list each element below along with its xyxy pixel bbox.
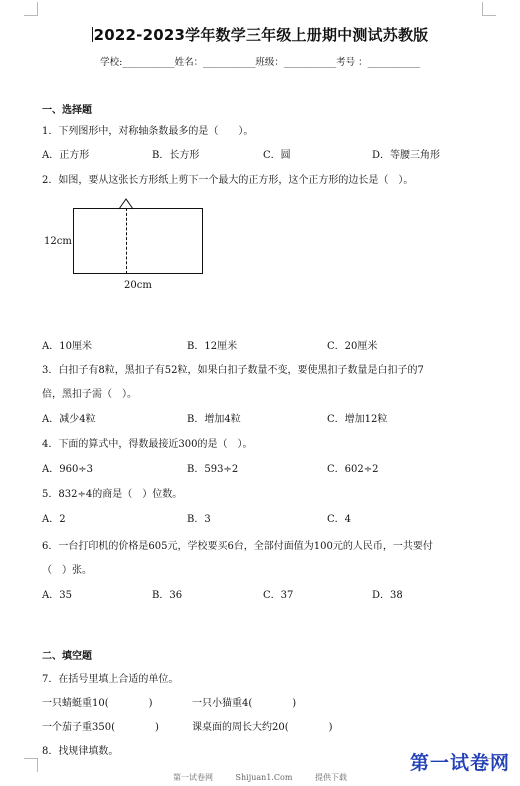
question-1-stem: 1．下列图形中，对称轴条数最多的是（ ）。 [42,126,254,137]
option-c: C．增加12粒 [327,414,388,425]
blank-item: 课桌面的周长大约20( ) [192,722,333,733]
option-c: C．602÷2 [327,464,379,475]
rectangle-paper [73,208,203,274]
option-a: A．正方形 [42,150,90,161]
question-3-stem-line2: 倍，黑扣子需（ ）。 [42,389,137,400]
document-title: 2022-2023学年数学三年级上册期中测试苏教版 [93,26,429,44]
question-7-stem: 7．在括号里填上合适的单位。 [42,674,179,685]
question-6-stem-line2: （ ）张。 [42,565,92,576]
arrow-up-icon [118,198,134,210]
option-b: B．长方形 [152,150,200,161]
option-c: C．圆 [263,150,291,161]
option-d: D．等腰三角形 [372,150,441,161]
document-title-row [0,24,520,45]
figure-width-label: 20cm [124,280,152,291]
option-a: A．2 [42,514,66,525]
footer-download-note: 提供下载 [315,773,347,782]
question-6-stem-line1: 6．一台打印机的价格是605元，学校要买6台，全部付面值为100元的人民币，一共要付 [42,541,433,552]
option-c: C．4 [327,514,352,525]
rectangle-figure [42,196,212,296]
option-b: B．3 [187,514,211,525]
section-heading-fill-in: 二、填空题 [42,651,92,662]
student-info-line: 学校:___________姓名：___________班级：___________考号 ：___________ [100,57,420,68]
footer-site-url: Shijuan1.Com [235,773,293,782]
option-b: B．12厘米 [187,341,238,352]
crop-mark-top-left [24,2,38,16]
question-8-stem: 8．找规律填数。 [42,746,119,757]
site-watermark-logo: 第一试卷网 [409,752,510,774]
option-a: A．10厘米 [42,341,92,352]
option-a: A．35 [42,590,72,601]
crop-mark-bottom-left [24,758,38,772]
option-c: C．20厘米 [327,341,378,352]
text-cursor [92,27,93,42]
option-b: B．593÷2 [187,464,239,475]
option-b: B．36 [152,590,183,601]
option-c: C．37 [263,590,294,601]
option-a: A．减少4粒 [42,414,96,425]
section-heading-choice: 一、选择题 [42,105,92,116]
blank-item: 一个茄子重350( ) [42,722,159,733]
option-d: D．38 [372,590,403,601]
dashed-cut-line [126,208,127,274]
option-a: A．960÷3 [42,464,94,475]
question-4-stem: 4．下面的算式中，得数最接近300的是（ ）。 [42,439,253,450]
crop-mark-top-right [482,2,496,16]
blank-item: 一只小猫重4( ) [192,698,297,709]
option-b: B．增加4粒 [187,414,241,425]
figure-height-label: 12cm [44,236,72,247]
blank-item: 一只蜻蜓重10( ) [42,698,153,709]
footer-site-name: 第一试卷网 [173,773,213,782]
question-3-stem-line1: 3．白扣子有8粒，黑扣子有52粒，如果白扣子数量不变，要使黑扣子数量是白扣子的7 [42,365,424,376]
question-2-stem: 2．如图，要从这张长方形纸上剪下一个最大的正方形，这个正方形的边长是（ ）。 [42,175,414,186]
question-5-stem: 5．832÷4的商是（ ）位数。 [42,489,183,500]
